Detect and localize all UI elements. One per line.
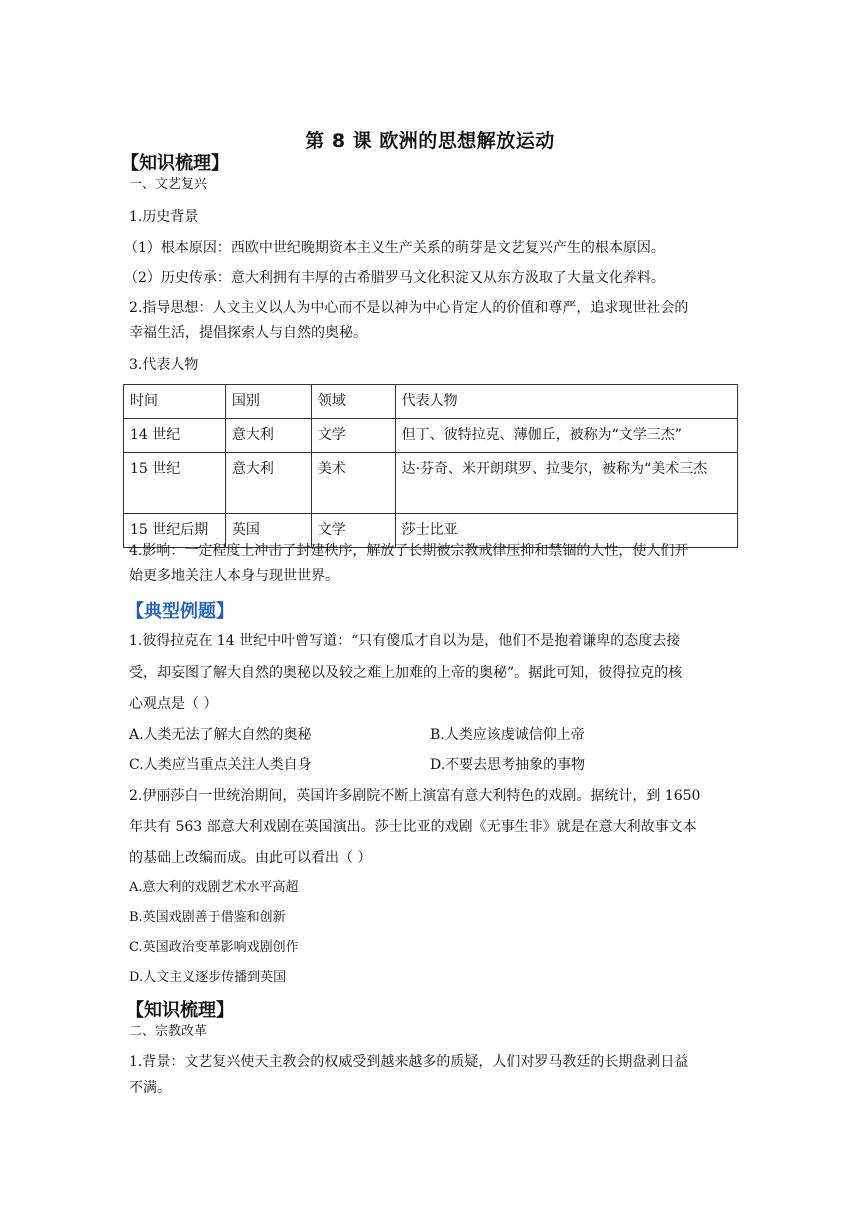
item-guiding-thought-1: 2.指导思想：人文主义以人为中心而不是以神为中心肯定人的价值和尊严，追求现世社会的 [129, 300, 689, 316]
table-cell: 达·芬奇、米开朗琪罗、拉斐尔，被称为“美术三杰 [395, 453, 737, 514]
table-cell: 意大利 [225, 453, 311, 514]
table-header-cell: 代表人物 [395, 385, 737, 419]
question-2-option-d: D.人文主义逐步传播到英国 [129, 970, 287, 985]
subsection-renaissance: 一、文艺复兴 [129, 177, 208, 192]
item-influence-2: 始更多地关注人本身与现世世界。 [129, 568, 339, 584]
item-reformation-background-1: 1.背景：文艺复兴使天主教会的权威受到越来越多的质疑，人们对罗马教廷的长期盘剥日益 [129, 1054, 689, 1070]
question-2-line-2: 年共有 563 部意大利戏剧在英国演出。莎士比亚的戏剧《无事生非》就是在意大利故事文本 [129, 819, 697, 835]
question-1-option-c: C.人类应当重点关注人类自身 [129, 757, 312, 773]
table-header-cell: 时间 [124, 385, 226, 419]
table-cell: 15 世纪后期 [124, 514, 226, 548]
item-heritage: （2）历史传承：意大利拥有丰厚的古希腊罗马文化积淀又从东方汲取了大量文化养料。 [124, 270, 665, 286]
table-cell: 美术 [311, 453, 395, 514]
table-cell: 文学 [311, 419, 395, 453]
table-header-cell: 领域 [311, 385, 395, 419]
table-cell: 意大利 [225, 419, 311, 453]
table-header-cell: 国别 [225, 385, 311, 419]
question-1-option-b: B.人类应该虔诚信仰上帝 [430, 727, 585, 743]
question-1-option-d: D.不要去思考抽象的事物 [430, 757, 586, 773]
table-cell: 文学 [311, 514, 395, 548]
table-row [124, 419, 738, 453]
question-1-line-2: 受，却妄图了解大自然的奥秘以及较之难上加难的上帝的奥秘”。据此可知，彼得拉克的核 [129, 665, 683, 681]
table-row [124, 453, 738, 514]
question-2-option-a: A.意大利的戏剧艺术水平高超 [129, 880, 299, 895]
subsection-reformation: 二、宗教改革 [129, 1024, 208, 1039]
item-root-cause: （1）根本原因：西欧中世纪晚期资本主义生产关系的萌芽是文艺复兴产生的根本原因。 [124, 240, 665, 256]
table-cell: 但丁、彼特拉克、薄伽丘，被称为“文学三杰” [395, 419, 737, 453]
representatives-table [123, 384, 738, 548]
question-2-line-3: 的基础上改编而成。由此可以看出（ ） [129, 850, 372, 866]
section-heading-knowledge-2: 【知识梳理】 [126, 1000, 234, 1021]
item-history-background: 1.历史背景 [129, 209, 199, 225]
question-1-option-a: A.人类无法了解大自然的奥秘 [129, 727, 312, 743]
lesson-title: 第 8 课 欧洲的思想解放运动 [305, 130, 555, 152]
question-1-line-1: 1.彼得拉克在 14 世纪中叶曾写道：“只有傻瓜才自以为是，他们不是抱着谦卑的态度去接 [129, 633, 681, 649]
item-reformation-background-2: 不满。 [129, 1080, 171, 1096]
item-representatives: 3.代表人物 [129, 357, 199, 373]
table-cell: 英国 [225, 514, 311, 548]
table-cell: 15 世纪 [124, 453, 226, 514]
table-cell: 14 世纪 [124, 419, 226, 453]
item-guiding-thought-2: 幸福生活，提倡探索人与自然的奥秘。 [129, 325, 367, 341]
question-2-line-1: 2.伊丽莎白一世统治期间，英国许多剧院不断上演富有意大利特色的戏剧。据统计，到 1650 [129, 788, 701, 804]
section-heading-knowledge: 【知识梳理】 [121, 153, 229, 174]
item-influence-1: 4.影响：一定程度上冲击了封建秩序，解放了长期被宗教戒律压抑和禁锢的人性，使人们开 [129, 543, 689, 559]
section-heading-examples: 【典型例题】 [126, 601, 234, 622]
question-1-line-3: 心观点是（ ） [129, 696, 218, 712]
question-2-option-b: B.英国戏剧善于借鉴和创新 [129, 910, 286, 925]
table-cell: 莎士比亚 [395, 514, 737, 548]
table-header-row [124, 385, 738, 419]
question-2-option-c: C.英国政治变革影响戏剧创作 [129, 940, 299, 955]
